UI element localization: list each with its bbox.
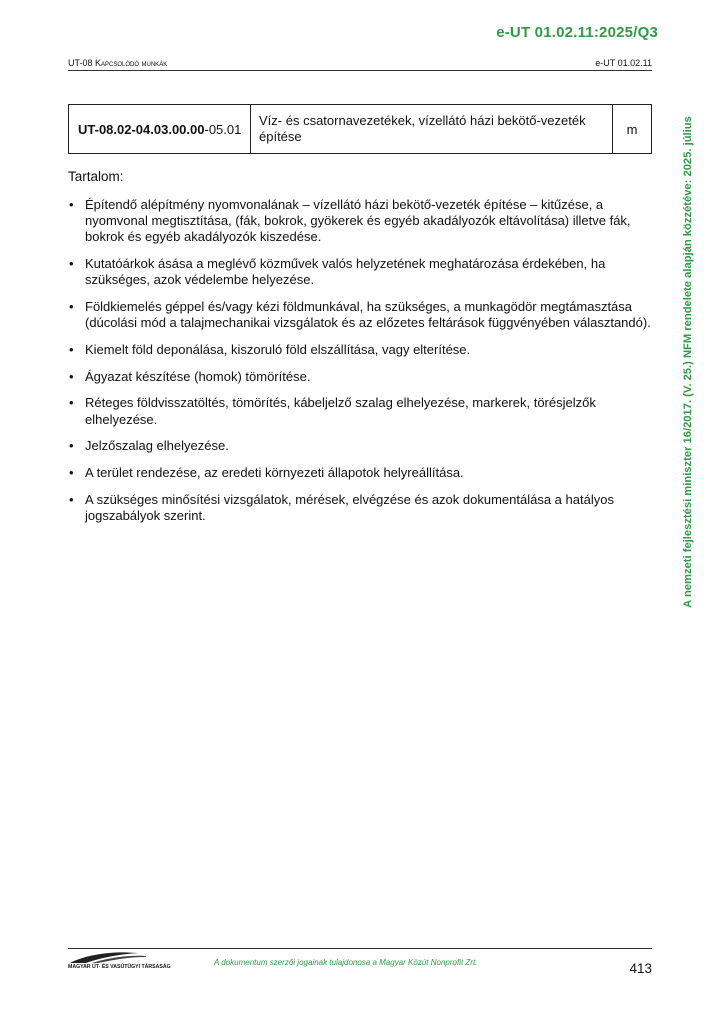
list-item-text: Földkiemelés géppel és/vagy kézi földmunkával, ha szükséges, a munkagödör megtámasztása (dúcolási mód a talajmechanikai vizsgálatok és az előzetes feltárások függvényében választandó). <box>85 299 651 331</box>
bullet-icon: • <box>69 368 74 384</box>
list-item-text: Kiemelt föld deponálása, kiszoruló föld elszállítása, vagy elterítése. <box>85 341 471 357</box>
item-unit: m <box>626 121 638 137</box>
list-item-text: Réteges földvisszatöltés, tömörítés, kábeljelző szalag elhelyezése, markerek, törésjelzők elhelyezése. <box>85 395 596 427</box>
bullet-list <box>68 197 652 535</box>
list-item-text: A terület rendezése, az eredeti környezeti állapotok helyreállítása. <box>85 464 464 480</box>
side-publication-note-text: A nemzeti fejlesztési miniszter 16/2017. (V. 25.) NFM rendelete alapján közzétéve: 2025. július <box>682 116 694 608</box>
list-item-text: Kutatóárkok ásása a meglévő közművek valós helyzetének meghatározása érdekében, ha szükséges, azok védelembe helyezése. <box>85 256 606 288</box>
bullet-icon: • <box>69 256 74 272</box>
list-item-text: Építendő alépítmény nyomvonalának – vízellátó házi bekötő-vezeték építése – kitűzése, a nyomvonal megtisztítása, (fák, bokrok, gyökerek és egyéb akadályozók eltávolítása) illetve fák, bokrok és egyéb akadályozók kiszedése. <box>85 197 631 245</box>
list-item <box>68 395 652 427</box>
footer-divider <box>68 948 652 949</box>
list-item <box>68 197 652 246</box>
running-header-right: e-UT 01.02.11 <box>595 58 652 68</box>
bullet-icon: • <box>69 299 74 315</box>
running-header-left: UT-08 Kapcsolódó munkák <box>68 58 168 68</box>
bullet-icon: • <box>69 464 74 480</box>
list-item <box>68 369 652 385</box>
copyright-notice: A dokumentum szerzői jogainak tulajdonosa a Magyar Közút Nonprofit Zrt. <box>214 958 478 967</box>
item-code-suffix: -05.01 <box>204 121 242 137</box>
item-description: Víz- és csatornavezetékek, vízellátó házi bekötő-vezeték építése <box>251 105 613 153</box>
list-item-text: A szükséges minősítési vizsgálatok, mérések, elvégzése és azok dokumentálása a hatályos jogszabályok szerint. <box>85 491 614 523</box>
bullet-icon: • <box>69 395 74 411</box>
document-code: e-UT 01.02.11:2025/Q3 <box>496 24 658 41</box>
bullet-icon: • <box>69 197 74 212</box>
running-header <box>68 58 652 71</box>
society-logo <box>68 950 171 972</box>
road-swoosh-icon <box>68 950 164 964</box>
list-item <box>68 256 652 288</box>
item-table <box>68 104 652 154</box>
list-item <box>68 342 652 358</box>
item-code-cell <box>69 105 251 153</box>
list-item <box>68 492 652 524</box>
bullet-icon: • <box>69 341 74 357</box>
bullet-icon: • <box>69 491 74 507</box>
list-item <box>68 438 652 454</box>
side-publication-note <box>680 96 696 628</box>
list-item-text: Jelzőszalag elhelyezése. <box>85 438 229 454</box>
logo-text: MAGYAR ÚT- ÉS VASÚTÜGYI TÁRSASÁG <box>68 964 171 970</box>
page-number: 413 <box>629 961 652 976</box>
item-code: UT-08.02-04.03.00.00 <box>78 121 205 137</box>
bullet-icon: • <box>69 438 74 454</box>
content-label: Tartalom: <box>68 169 124 184</box>
list-item <box>68 299 652 331</box>
list-item <box>68 465 652 481</box>
list-item-text: Ágyazat készítése (homok) tömörítése. <box>85 368 311 384</box>
